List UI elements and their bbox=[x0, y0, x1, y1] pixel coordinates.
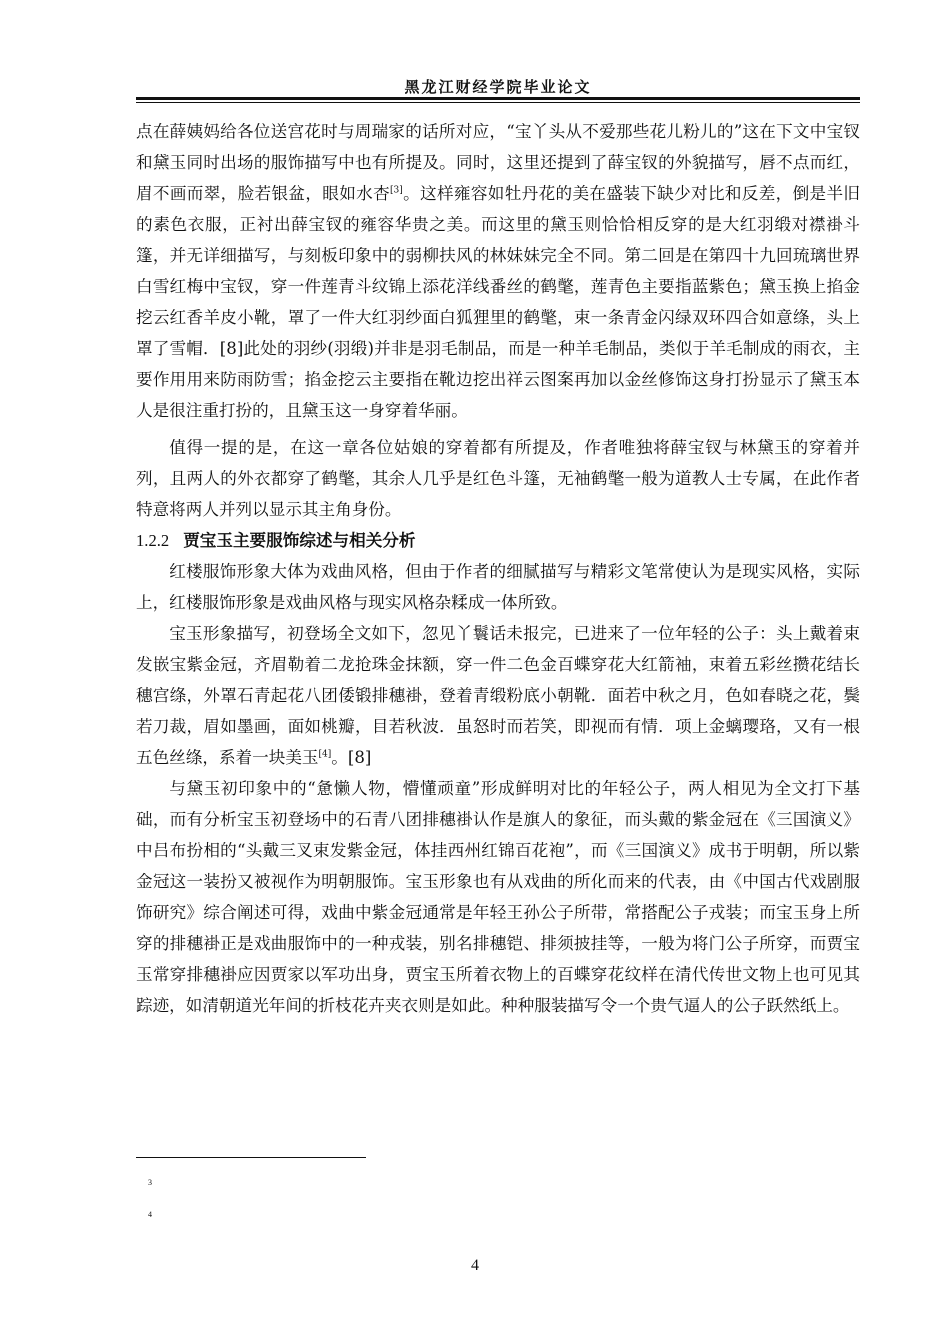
paragraph-1: 点在薛姨妈给各位送宫花时与周瑞家的话所对应，“宝丫头从不爱那些花儿粉儿的”这在下文中宝钗和黛玉同时出场的服饰描写中也有所提及。同时，这里还提到了薛宝钗的外貌描写，唇不点而红，眉不画而翠，脸若银盆，眼如水杏[3]。这样雍容如牡丹花的美在盛装下缺少对比和反差，倒是半旧的素色衣服，正衬出薛宝钗的雍容华贵之美。而这里的黛玉则恰恰相反穿的是大红羽缎对襟褂斗篷，并无详细描写，与刻板印象中的弱柳扶风的林妹妹完全不同。第二回是在第四十九回琉璃世界白雪红梅中宝钗，穿一件莲青斗纹锦上添花洋线番丝的鹤氅，莲青色主要指蓝紫色；黛玉换上掐金挖云红香羊皮小靴，罩了一件大红羽纱面白狐狸里的鹤氅，束一条青金闪绿双环四合如意绦，头上罩了雪帽．[8]此处的羽纱(羽缎)并非是羽毛制品，而是一种羊毛制品，类似于羊毛制成的雨衣，主要作用用来防雨防雪；掐金挖云主要指在靴边挖出祥云图案再加以金丝修饰这身打扮显示了黛玉本人是很注重打扮的，且黛玉这一身穿着华丽。 bbox=[136, 122, 861, 420]
citation-4[interactable]: [4] bbox=[318, 749, 332, 760]
header-rule-thick bbox=[136, 97, 860, 100]
footnote-3: 3 bbox=[148, 1178, 152, 1187]
page-number: 4 bbox=[471, 1257, 479, 1274]
footnote-rule bbox=[136, 1157, 366, 1158]
paragraph-2: 值得一提的是，在这一章各位姑娘的穿着都有所提及，作者唯独将薛宝钗与林黛玉的穿着并列，且两人的外衣都穿了鹤氅，其余人几乎是红色斗篷，无袖鹤氅一般为道教人士专属，在此作者特意将两人并列以显示其主角身份。 bbox=[136, 438, 860, 519]
paragraph-3: 红楼服饰形象大体为戏曲风格，但由于作者的细腻描写与精彩文笔常使认为是现实风格，实际上，红楼服饰形象是戏曲风格与现实风格杂糅成一体所致。 bbox=[136, 562, 860, 612]
header-rule-thin bbox=[136, 102, 860, 103]
section-heading bbox=[136, 525, 860, 556]
document-body bbox=[136, 116, 860, 1021]
section-title: 贾宝玉主要服饰综述与相关分析 bbox=[183, 531, 416, 550]
paragraph-5: 与黛玉初印象中的“惫懒人物，懵懂顽童”形成鲜明对比的年轻公子，两人相见为全文打下基础，而有分析宝玉初登场中的石青八团排穗褂认作是旗人的象征，而头戴的紫金冠在《三国演义》中吕布扮相的“头戴三叉束发紫金冠，体挂西州红锦百花袍”，而《三国演义》成书于明朝，所以紫金冠这一装扮又被视作为明朝服饰。宝玉形象也有从戏曲的所化而来的代表，由《中国古代戏剧服饰研究》综合阐述可得，戏曲中紫金冠通常是年轻王孙公子所带，常搭配公子戎装；而宝玉身上所穿的排穗褂正是戏曲服饰中的一种戎装，别名排穗铠、排须披挂等，一般为将门公子所穿，而贾宝玉常穿排穗褂应因贾家以军功出身，贾宝玉所着衣物上的百蝶穿花纹样在清代传世文物上也可见其踪迹，如清朝道光年间的折枝花卉夹衣则是如此。种种服装描写令一个贵气逼人的公子跃然纸上。 bbox=[136, 779, 860, 1015]
page-header: 黑龙江财经学院毕业论文 bbox=[404, 78, 592, 96]
paragraph-4: 宝玉形象描写，初登场全文如下，忽见丫鬟话未报完，已进来了一位年轻的公子：头上戴着束发嵌宝紫金冠，齐眉勒着二龙抢珠金抹额，穿一件二色金百蝶穿花大红箭袖，束着五彩丝攒花结长穗宫绦，外罩石青起花八团倭锻排穗褂，登着青缎粉底小朝靴．面若中秋之月，色如春晓之花，鬓若刀裁，眉如墨画，面如桃瓣，目若秋波．虽怒时而若笑，即视而有情．项上金螭璎珞，又有一根五色丝绦，系着一块美玉[4]。[8] bbox=[136, 624, 860, 767]
citation-3[interactable]: [3] bbox=[390, 185, 403, 196]
section-number: 1.2.2 bbox=[136, 531, 170, 550]
footnote-4: 4 bbox=[148, 1210, 152, 1219]
